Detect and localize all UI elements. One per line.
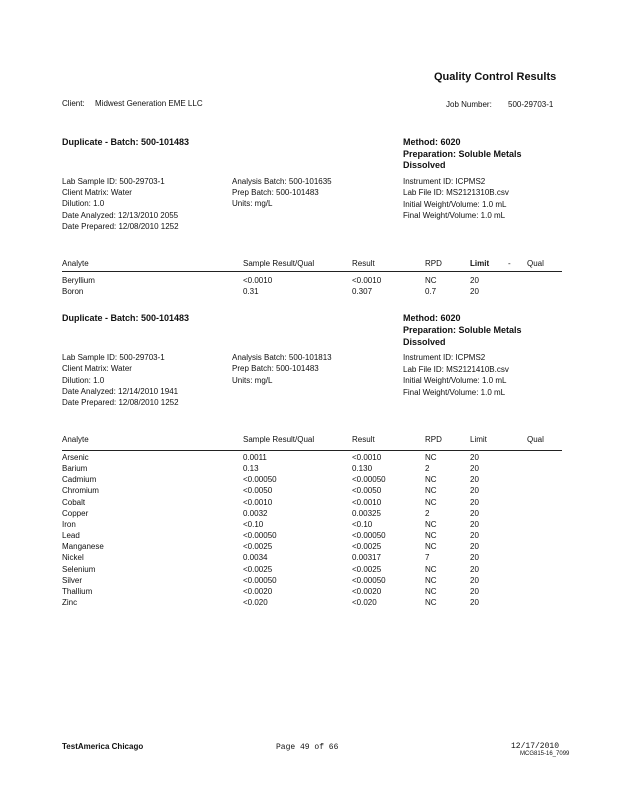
- cell-analyte: Iron: [62, 519, 76, 529]
- col-dash: -: [508, 259, 511, 268]
- date-prepared: Date Prepared: 12/08/2010 1252: [62, 222, 179, 231]
- section-title: Duplicate - Batch: 500-101483: [62, 137, 190, 147]
- cell-sample-result: <0.0025: [243, 564, 273, 574]
- cell-rpd: NC: [425, 453, 437, 462]
- cell-rpd: NC: [425, 531, 437, 541]
- cell-result: 0.00317: [352, 553, 381, 563]
- cell-sample-result: <0.020: [243, 597, 268, 607]
- cell-result: <0.10: [352, 519, 373, 529]
- client-name: Midwest Generation EME LLC: [95, 99, 203, 108]
- cell-limit: 20: [470, 519, 479, 529]
- col-limit: Limit: [470, 435, 487, 444]
- col-qual: Qual: [527, 259, 544, 268]
- col-rpd: RPD: [425, 435, 442, 444]
- preparation-type: Dissolved: [403, 337, 446, 347]
- cell-limit: 20: [470, 453, 479, 462]
- cell-result: <0.00050: [352, 575, 386, 585]
- cell-limit: 20: [470, 531, 479, 541]
- cell-limit: 20: [470, 486, 479, 496]
- cell-limit: 20: [470, 475, 479, 485]
- cell-sample-result: 0.31: [243, 287, 259, 296]
- preparation-label: Preparation: Soluble Metals: [403, 325, 522, 335]
- cell-analyte: Manganese: [62, 542, 104, 552]
- cell-sample-result: <0.0020: [243, 586, 273, 596]
- client-matrix: Client Matrix: Water: [62, 188, 132, 197]
- units: Units: mg/L: [232, 199, 273, 208]
- col-sample-result: Sample Result/Qual: [243, 259, 315, 268]
- cell-limit: 20: [470, 276, 479, 285]
- cell-rpd: NC: [425, 564, 437, 574]
- analysis-batch: Analysis Batch: 500-101635: [232, 177, 332, 186]
- method-label: Method: 6020: [403, 137, 461, 147]
- client-label: Client:: [62, 99, 85, 108]
- cell-limit: 20: [470, 542, 479, 552]
- prep-batch: Prep Batch: 500-101483: [232, 364, 319, 373]
- cell-rpd: 7: [425, 553, 430, 563]
- cell-limit: 20: [470, 464, 479, 474]
- cell-analyte: Selenium: [62, 564, 96, 574]
- preparation-type: Dissolved: [403, 160, 446, 170]
- cell-result: <0.0010: [352, 453, 382, 462]
- lab-file-id: Lab File ID: MS2121410B.csv: [403, 365, 509, 374]
- cell-limit: 20: [470, 586, 479, 596]
- cell-analyte: Copper: [62, 508, 89, 518]
- analysis-batch: Analysis Batch: 500-101813: [232, 353, 332, 362]
- col-result: Result: [352, 259, 375, 268]
- lab-sample-id: Lab Sample ID: 500-29703-1: [62, 177, 165, 186]
- cell-rpd: 2: [425, 464, 430, 474]
- cell-result: <0.0020: [352, 586, 382, 596]
- cell-sample-result: <0.00050: [243, 531, 277, 541]
- cell-result: 0.307: [352, 287, 373, 296]
- footer-page-number: Page 49 of 66: [276, 743, 339, 752]
- cell-sample-result: <0.00050: [243, 575, 277, 585]
- cell-sample-result: 0.13: [243, 464, 259, 474]
- cell-sample-result: <0.0010: [243, 276, 273, 285]
- cell-sample-result: <0.0050: [243, 486, 273, 496]
- cell-analyte: Thallium: [62, 586, 93, 596]
- cell-limit: 20: [470, 553, 479, 563]
- prep-batch: Prep Batch: 500-101483: [232, 188, 319, 197]
- cell-analyte: Silver: [62, 575, 83, 585]
- cell-result: <0.0025: [352, 542, 382, 552]
- col-limit: Limit: [470, 259, 490, 268]
- col-sample-result: Sample Result/Qual: [243, 435, 315, 444]
- cell-analyte: Chromium: [62, 486, 99, 496]
- dilution: Dilution: 1.0: [62, 199, 105, 208]
- cell-limit: 20: [470, 597, 479, 607]
- dilution: Dilution: 1.0: [62, 376, 105, 385]
- table-header-rule: [62, 271, 562, 272]
- footer-lab-name: TestAmerica Chicago: [62, 742, 144, 751]
- cell-analyte: Cadmium: [62, 475, 97, 485]
- job-number: 500-29703-1: [508, 100, 554, 109]
- cell-analyte: Zinc: [62, 597, 78, 607]
- final-weight-volume: Final Weight/Volume: 1.0 mL: [403, 388, 506, 397]
- cell-rpd: NC: [425, 276, 437, 285]
- cell-rpd: NC: [425, 475, 437, 485]
- cell-result: <0.020: [352, 597, 377, 607]
- footer-date: 12/17/2010: [511, 742, 560, 751]
- cell-result: 0.130: [352, 464, 373, 474]
- cell-analyte: Boron: [62, 287, 84, 296]
- cell-sample-result: 0.0032: [243, 508, 268, 518]
- cell-rpd: NC: [425, 497, 437, 507]
- cell-result: <0.0025: [352, 564, 382, 574]
- cell-rpd: NC: [425, 542, 437, 552]
- cell-sample-result: <0.0025: [243, 542, 273, 552]
- method-label: Method: 6020: [403, 313, 461, 323]
- col-result: Result: [352, 435, 375, 444]
- date-prepared: Date Prepared: 12/08/2010 1252: [62, 398, 179, 407]
- cell-limit: 20: [470, 497, 479, 507]
- cell-analyte: Lead: [62, 531, 80, 541]
- table-header-rule: [62, 450, 562, 451]
- cell-limit: 20: [470, 564, 479, 574]
- units: Units: mg/L: [232, 376, 273, 385]
- instrument-id: Instrument ID: ICPMS2: [403, 177, 486, 186]
- initial-weight-volume: Initial Weight/Volume: 1.0 mL: [403, 200, 507, 209]
- cell-result: <0.0010: [352, 276, 382, 285]
- cell-sample-result: <0.10: [243, 519, 264, 529]
- client-matrix: Client Matrix: Water: [62, 364, 132, 373]
- cell-limit: 20: [470, 508, 479, 518]
- cell-analyte: Beryllium: [62, 276, 95, 285]
- final-weight-volume: Final Weight/Volume: 1.0 mL: [403, 211, 506, 220]
- cell-result: <0.0050: [352, 486, 382, 496]
- cell-analyte: Cobalt: [62, 497, 86, 507]
- cell-rpd: 0.7: [425, 287, 437, 296]
- col-analyte: Analyte: [62, 435, 89, 444]
- cell-analyte: Barium: [62, 464, 88, 474]
- cell-sample-result: <0.00050: [243, 475, 277, 485]
- cell-analyte: Nickel: [62, 553, 84, 563]
- cell-result: <0.0010: [352, 497, 382, 507]
- col-qual: Qual: [527, 435, 544, 444]
- date-analyzed: Date Analyzed: 12/13/2010 2055: [62, 211, 179, 220]
- lab-sample-id: Lab Sample ID: 500-29703-1: [62, 353, 165, 362]
- col-analyte: Analyte: [62, 259, 89, 268]
- preparation-label: Preparation: Soluble Metals: [403, 149, 522, 159]
- col-rpd: RPD: [425, 259, 442, 268]
- cell-rpd: NC: [425, 575, 437, 585]
- initial-weight-volume: Initial Weight/Volume: 1.0 mL: [403, 376, 507, 385]
- cell-rpd: NC: [425, 597, 437, 607]
- cell-sample-result: <0.0010: [243, 497, 273, 507]
- page-title: Quality Control Results: [434, 71, 557, 83]
- footer-code: MCG815-16_7099: [520, 751, 570, 757]
- cell-result: 0.00325: [352, 508, 381, 518]
- job-number-label: Job Number:: [446, 100, 492, 109]
- instrument-id: Instrument ID: ICPMS2: [403, 353, 486, 362]
- cell-rpd: NC: [425, 519, 437, 529]
- section-title: Duplicate - Batch: 500-101483: [62, 313, 190, 323]
- cell-sample-result: 0.0034: [243, 553, 268, 563]
- cell-result: <0.00050: [352, 531, 386, 541]
- lab-file-id: Lab File ID: MS2121310B.csv: [403, 188, 509, 197]
- cell-rpd: NC: [425, 586, 437, 596]
- cell-result: <0.00050: [352, 475, 386, 485]
- cell-sample-result: 0.0011: [243, 453, 267, 462]
- cell-limit: 20: [470, 287, 479, 296]
- cell-rpd: 2: [425, 508, 430, 518]
- cell-limit: 20: [470, 575, 479, 585]
- cell-rpd: NC: [425, 486, 437, 496]
- cell-analyte: Arsenic: [62, 453, 89, 462]
- date-analyzed: Date Analyzed: 12/14/2010 1941: [62, 387, 179, 396]
